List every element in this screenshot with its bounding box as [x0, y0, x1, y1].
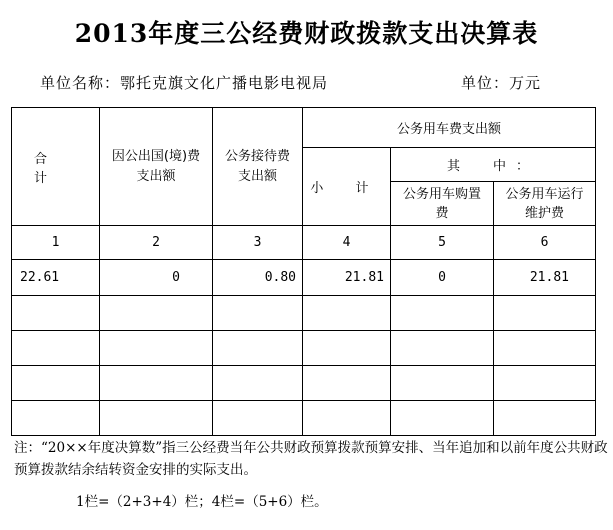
- header-of-which: 其 中：: [391, 148, 596, 182]
- cell-subtotal: 21.81: [303, 260, 391, 296]
- header-vehicle-group: 公务用车费支出额: [303, 108, 596, 148]
- column-number-4: 4: [303, 226, 391, 260]
- column-number-5: 5: [391, 226, 494, 260]
- column-number-2: 2: [100, 226, 213, 260]
- currency-unit-label: 单位：万元: [461, 74, 542, 92]
- cell-vehicle-purchase: 0: [391, 260, 494, 296]
- cell-vehicle-operation: 21.81: [494, 260, 596, 296]
- header-subtotal: 小 计: [303, 148, 391, 226]
- cell-total: 22.61: [12, 260, 100, 296]
- cell-abroad: 0: [100, 260, 213, 296]
- page-title: 2013年度三公经费财政拨款支出决算表: [74, 19, 539, 48]
- column-formula: 1栏=（2+3+4）栏；4栏=（5+6）栏。: [76, 494, 328, 510]
- empty-row: [12, 366, 596, 401]
- header-vehicle-purchase: 公务用车购置费: [391, 182, 494, 226]
- empty-row: [12, 296, 596, 331]
- empty-row: [12, 331, 596, 366]
- empty-row: [12, 401, 596, 436]
- column-number-1: 1: [12, 226, 100, 260]
- column-number-3: 3: [213, 226, 303, 260]
- header-reception: 公务接待费支出额: [213, 108, 303, 226]
- expenditure-table: [11, 107, 596, 436]
- header-abroad: 因公出国(境)费支出额: [100, 108, 213, 226]
- header-vehicle-operation: 公务用车运行维护费: [494, 182, 596, 226]
- column-number-6: 6: [494, 226, 596, 260]
- header-total: 合 计: [12, 108, 100, 226]
- unit-name-label: 单位名称：鄂托克旗文化广播电影电视局: [40, 74, 329, 92]
- footnote: 注：“20××年度决算数”指三公经费当年公共财政预算拨款预算安排、当年追加和以前年度公共财政预算拨款结余结转资金安排的实际支出。: [14, 440, 608, 478]
- cell-reception: 0.80: [213, 260, 303, 296]
